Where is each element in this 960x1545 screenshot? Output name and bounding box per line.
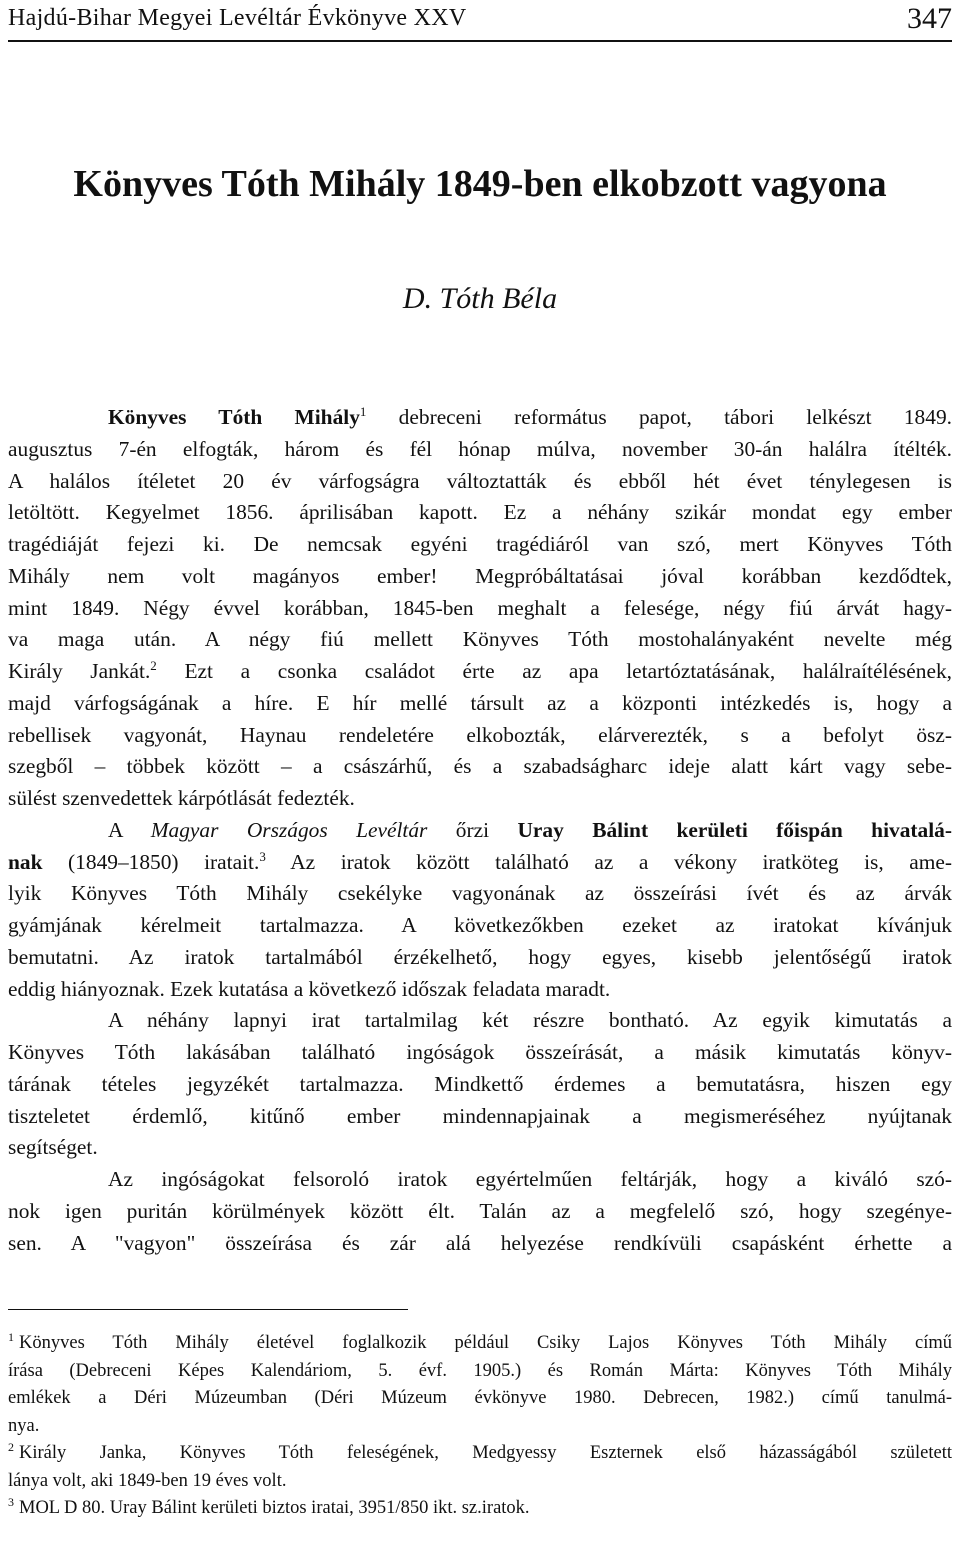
running-header [8, 0, 952, 42]
footnote-line: emlékek a Déri Múzeumban (Déri Múzeum évkönyve 1980. Debrecen, 1982.) című tanulmá- [8, 1388, 952, 1408]
text-line: segítséget. [8, 1135, 98, 1160]
text-line: szegből – többek között – a császárhű, és a szabadságharc ideje alatt kárt vagy sebe- [8, 754, 952, 779]
text-line: eddig hiányoznak. Ezek kutatása a következő időszak feladata maradt. [8, 976, 611, 1001]
text-line: nok igen puritán körülmények között élt. Talán az a megfelelő szó, hogy szegénye- [8, 1198, 952, 1223]
footnote-3: $^3$ MOL D 80. Uray Bálint kerületi biztos iratai, 3951/850 ikt. sz.iratok. [8, 1494, 530, 1518]
footnote-2: $^2$ Király Janka, Könyves Tóth feleségének, Medgyessy Eszternek első házasságából született [8, 1439, 952, 1463]
footnote-ref[interactable]: 1 [359, 403, 367, 419]
text-line: sülést szenvedettek kárpótlását fedezték. [8, 786, 355, 810]
footnote-line: írása (Debreceni Képes Kalendáriom, 5. évf. 1905.) és Román Márta: Könyves Tóth Mihály [8, 1360, 952, 1381]
footnote-marker: 1 [8, 1329, 14, 1344]
collection-name: Uray Bálint kerületi főispán hivatalá- [517, 817, 952, 842]
text-line: tragédiáját fejezi ki. De nemcsak egyéni tragédiáról van szó, mert Könyves Tóth [8, 532, 952, 556]
footnote-1: $^1$ Könyves Tóth Mihály életével foglalkozik például Csiky Lajos Könyves Tóth Mihály című [8, 1329, 952, 1353]
journal-title: Hajdú-Bihar Megyei Levéltár Évkönyve XXV [8, 5, 467, 31]
text-line: Az ingóságokat felsoroló iratok egyértelműen feltárják, hogy a kiváló szó- [108, 1167, 952, 1191]
text-line: Mihály nem volt magányos ember! Megpróbáltatásai jóval korábban kezdődtek, [8, 563, 952, 588]
text-line: mint 1849. Négy évvel korábban, 1845-ben meghalt a felesége, négy fiú árvát hagy- [8, 595, 952, 620]
archive-name: Magyar Országos Levéltár [150, 817, 428, 842]
text-line: Király Jankát.$^2$ Ezt a csonka családot érte az apa letartóztatásának, halálraítélésének, [8, 657, 952, 683]
text-line: A Magyar Országos Levéltár őrzi Uray Bálint kerületi főispán hivatalá- [108, 817, 952, 842]
text-line: letöltött. Kegyelmet 1856. áprilisában kapott. Ez a néhány szikár mondat egy ember [8, 500, 952, 525]
text-line: tárának tételes jegyzékét tartalmazza. Mindkettő érdemes a bemutatásra, hiszen egy [8, 1071, 952, 1096]
footnote-divider [8, 1309, 408, 1310]
text-line: bemutatni. Az iratok tartalmából érzékelhető, hogy egyes, kisebb jelentőségű iratok [8, 944, 952, 969]
text-line: va maga után. A négy fiú mellett Könyves Tóth mostohalányaként nevelte még [8, 627, 952, 652]
text-line: sen. A "vagyon" összeírása és zár alá helyezése rendkívüli csapásként érhette a [8, 1230, 952, 1255]
footnote-line: nya. [8, 1415, 40, 1436]
text-line: Könyves Tóth lakásában található ingóságok összeírását, a másik kimutatás könyv- [8, 1040, 952, 1064]
footnote-ref[interactable]: 2 [150, 657, 157, 673]
footnote-marker: 3 [8, 1494, 14, 1509]
text-line: A halálos ítéletet 20 év várfogságra változtatták és ebből hét évet ténylegesen is [8, 468, 952, 493]
text-line: Könyves Tóth Mihály$^1$ debreceni református papot, tábori lelkészt 1849. [108, 403, 952, 429]
footnote-line: lánya volt, aki 1849-ben 19 éves volt. [8, 1470, 287, 1491]
text-line: A néhány lapnyi irat tartalmilag két részre bontható. Az egyik kimutatás a [108, 1008, 952, 1033]
text-line: nak (1849–1850) iratait.$^3$ Az iratok között található az a vékony iratköteg is, ame- [8, 848, 952, 874]
text-line: rebellisek vagyonát, Haynau rendeletére elkobozták, elárverezték, s a befolyt ösz- [8, 722, 952, 747]
text-line: tiszteletet érdemlő, kitűnő ember mindennapjainak a megismeréséhez nyújtanak [8, 1103, 952, 1128]
footnote-marker: 2 [8, 1439, 14, 1454]
person-name: Könyves Tóth Mihály [108, 405, 360, 429]
article-body [8, 402, 952, 1259]
footnote-ref[interactable]: 3 [259, 848, 266, 864]
page-number: 347 [907, 2, 952, 35]
footnotes [8, 1330, 952, 1523]
text-line: augusztus 7-én elfogták, három és fél hónap múlva, november 30-án halálra ítélték. [8, 436, 952, 461]
text-line: majd várfogságának a híre. E hír mellé társult az a központi intézkedés is, hogy a [8, 690, 952, 715]
text-line: gyámjának kérelmeit tartalmazza. A következőkben ezeket az iratokat kívánjuk [8, 913, 952, 937]
article-title: Könyves Tóth Mihály 1849-ben elkobzott vagyona [73, 163, 887, 205]
text-line: lyik Könyves Tóth Mihály csekélyke vagyonának az összeírási ívét és az árvák [8, 881, 952, 906]
article-author: D. Tóth Béla [402, 282, 558, 315]
